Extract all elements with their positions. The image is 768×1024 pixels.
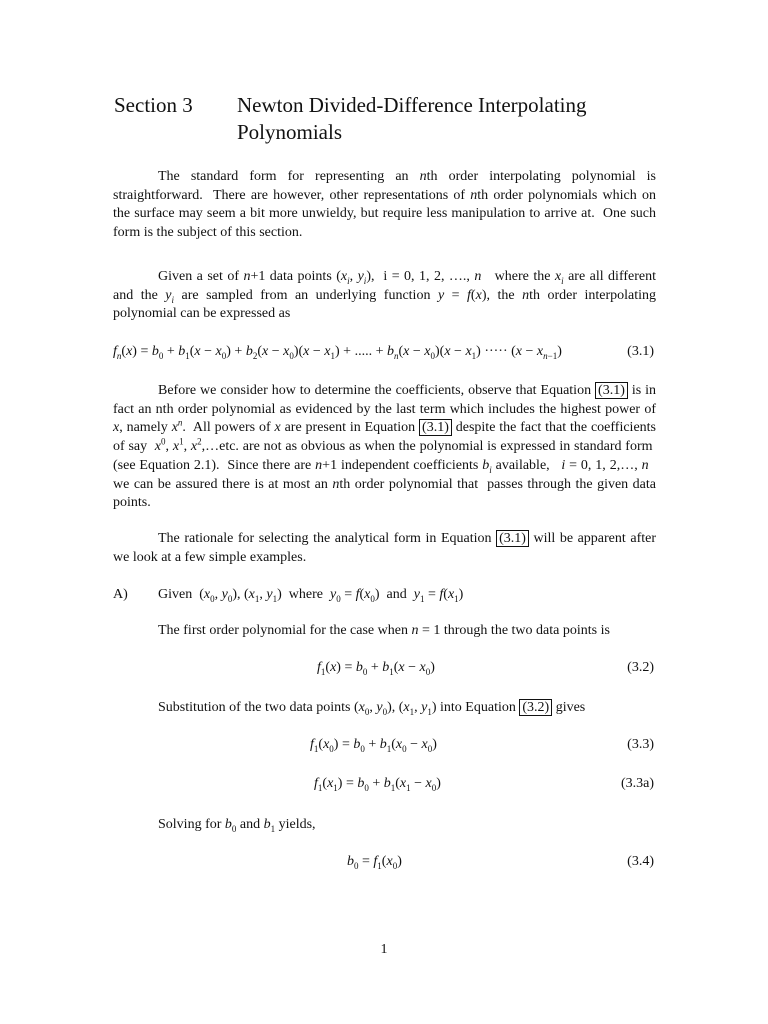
case-a-text: Given ($x_0$, $y_0$), ($x_1$, $y_1$) where $y_0 = f(x_0)$ and $y_1 = f(x_1)$ xyxy=(158,587,464,604)
equation-number-3-4: (3.4) xyxy=(627,854,654,869)
equation-ref-3-1[interactable]: (3.1) xyxy=(595,382,628,399)
page-number: 1 xyxy=(380,942,388,957)
paragraph-rationale: The rationale for selecting the analytical form in Equation (3.1) will be apparent after we look at a few simple examples. xyxy=(113,531,656,565)
equation-number-3-3: (3.3) xyxy=(627,737,654,752)
paragraph-first-order: The first order polynomial for the case when n = 1 through the two data points is xyxy=(158,623,610,638)
section-title-line-2: Polynomials xyxy=(237,120,343,144)
equation-3-3: $f_1(x_0) = b_0 + b_1(x_0 - x_0)$ xyxy=(310,737,437,754)
section-label: Section 3 xyxy=(114,93,193,117)
equation-number-3-1: (3.1) xyxy=(627,344,654,359)
equation-3-3a: $f_1(x_1) = b_0 + b_1(x_1 - x_0)$ xyxy=(314,776,441,793)
paragraph-solving: Solving for $b_0$ and $b_1$ yields, xyxy=(158,817,316,834)
equation-number-3-2: (3.2) xyxy=(627,660,654,675)
section-title-line-1: Newton Divided-Difference Interpolating xyxy=(237,93,587,117)
equation-ref-3-2[interactable]: (3.2) xyxy=(519,699,552,716)
paragraph-coefficients: Before we consider how to determine the coefficients, observe that Equation (3.1) is in fact an nth order polynomial as evidenced by the last term which includes the highest power of x, namely $x^n$. All powers of x are present in Equation (3.1) despite the fact that the coefficients of say $x^0$, $x^1$, $x^2,\dots etc$. are not as obvious as when the polynomial is expressed in standard form (see Equation 2.1). Since there are n+1 independent coefficients $b_i$ available, i = 0, 1, 2,…, n we can be assured there is at most an nth order polynomial that passes through the given data points. xyxy=(113,383,657,511)
equation-3-4: $b_0 = f_1(x_0)$ xyxy=(347,854,402,871)
equation-3-1: $f_n(x) = b_0 + b_1(x - x_0) + b_2(x - x_0)(x - x_1)$ + ..... + $b_n(x - x_0)(x - x_1)$ ····· $(x - x_{n-1})$ xyxy=(113,344,562,361)
equation-ref-3-1-third[interactable]: (3.1) xyxy=(496,530,529,547)
equation-3-2: $f_1(x) = b_0 + b_1(x - x_0)$ xyxy=(317,660,435,677)
paragraph-intro: The standard form for representing an nth order interpolating polynomial is straightforward. There are however, other representations of nth order polynomials which on the surface may seem a bit more unwieldy, but require less manipulation to arrive at. One such form is the subject of this section. xyxy=(113,169,656,241)
section-title xyxy=(237,92,667,146)
case-label: A) xyxy=(113,587,128,602)
paragraph-given-points: Given a set of n+1 data points ($x_i$, $y_i$), i = 0, 1, 2, …., n where the $x_i$ are all different and the $y_i$ are sampled from an underlying function y = f(x), the nth order interpolating polynomial can be expressed as xyxy=(113,269,657,322)
equation-ref-3-1-second[interactable]: (3.1) xyxy=(419,419,452,436)
equation-number-3-3a: (3.3a) xyxy=(620,776,654,791)
paragraph-substitution: Substitution of the two data points ($x_0$, $y_0$), ($x_1$, $y_1$) into Equation (3.2) gives xyxy=(158,700,586,717)
